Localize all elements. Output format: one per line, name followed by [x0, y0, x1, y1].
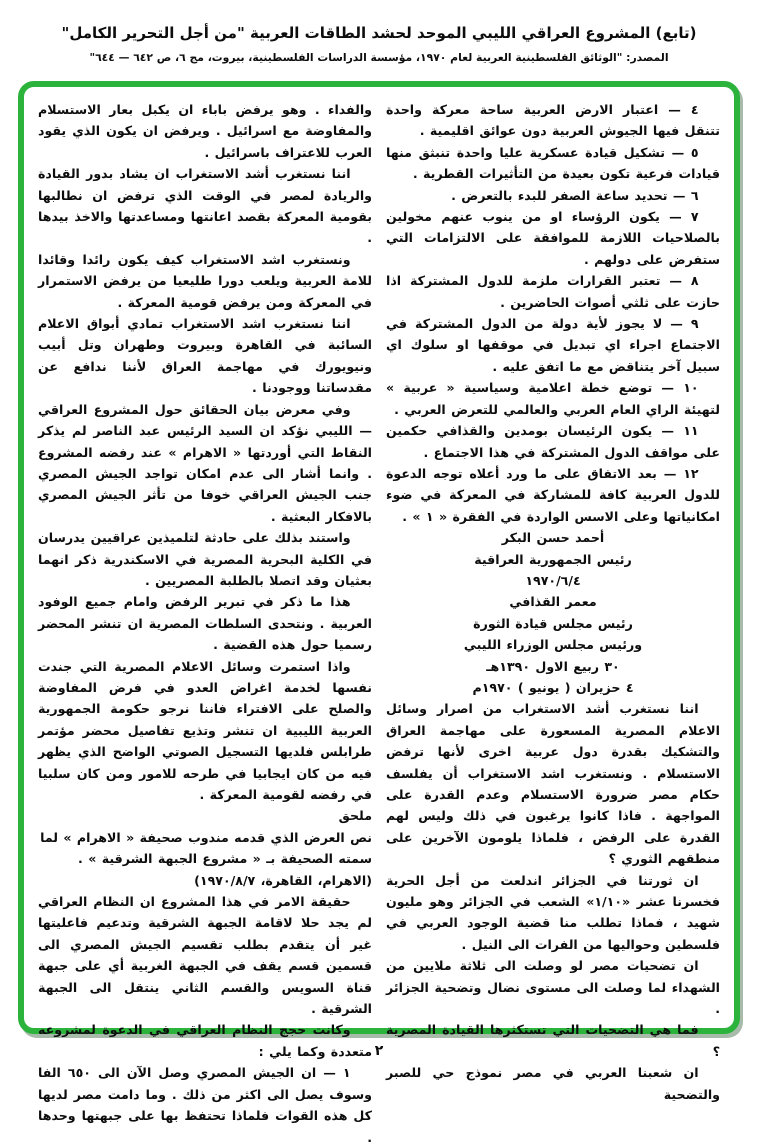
- doc-source: المصدر: "الوثائق الفلسطينية العربية لعام ١٩٧٠، مؤسسة الدراسات الفلسطينية، بيروت، مج ٦، ص ٦٤٢ — ٦٤٤": [89, 51, 669, 64]
- document-frame: [18, 81, 740, 1145]
- paragraph: والفداء . وهو يرفض باباء ان يكبل بعار الاستسلام والمفاوضة مع اسرائيل . ويرفض ان يكون الذي يقود العرب للاعتراف باسرائيل .: [38, 102, 372, 160]
- paragraph: وكانت حجج النظام العراقي في الدعوة لمشروعه متعددة وكما يلي :: [38, 1022, 372, 1059]
- paragraph: ملحق: [338, 808, 372, 824]
- paragraph: أحمد حسن البكر: [501, 530, 605, 546]
- column-right: [386, 99, 720, 1102]
- paragraph: اننا نستغرب أشد الاستغراب من اصرار وسائل الاعلام المصرية المسعورة على مهاجمة العراق والتشكيك بقدرة دول عربية اخرى لأنها ترفض الاستسلام . ونستغرب اشد الاستغراب أن يفلسف حكام مصر ضرورة الاستسلام وعدم القدرة على المواجهة . فاذا كانوا يرغبون في ذلك وليس لهم القدرة على الرفض ، فلماذا يلومون الآخرين على منطقهم الثوري ؟: [386, 701, 720, 867]
- paragraph: ونستغرب اشد الاستغراب كيف يكون رائدا وقائدا للامة العربية ويلعب دورا طليعيا من يرفض الاستمرار في المعركة ومن يرفض قومية المعركة .: [38, 251, 372, 310]
- paragraph: ١١ — يكون الرئيسان بومدين والقذافي حكمين على مواقف الدول المشتركة في هذا الاجتماع .: [386, 423, 720, 460]
- paragraph: (الاهرام، القاهرة، ١٩٧٠/٨/٧): [194, 872, 372, 888]
- paragraph: نص العرض الذي قدمه مندوب صحيفة « الاهرام » لما سمته الصحيفة بـ « مشروع الجبهة الشرقية » .: [40, 829, 372, 867]
- paragraph: واذا استمرت وسائل الاعلام المصرية التي جندت نفسها لخدمة اغراض العدو في فرض المفاوضة والصلح على الافتراء فاننا نرجو حكومة الجمهورية العربية الليبية ان تنشر وتذيع تفاصيل محضر مؤتمر طرابلس فلديها التسجيل الصوتي الواضح الذي يظهر فيه من كان ايجابيا في طرحه للامور ومن كان سلبيا في رفضه لقومية المعركة .: [38, 658, 372, 802]
- paragraph: اننا نستغرب اشد الاستغراب تمادي أبواق الاعلام السائبة في القاهرة وبيروت وطهران وتل أبيب ونيويورك في مهاجمة العراق لأننا ندافع عن مقدساتنا ووجودنا .: [38, 316, 372, 396]
- paragraph: رئيس مجلس قيادة الثورة: [473, 615, 633, 631]
- paragraph: هذا ما ذكر في تبرير الرفض وامام جميع الوفود العربية . ونتحدى السلطات المصرية ان تنشر المحضر رسميا حول هذه القضية .: [38, 594, 372, 653]
- paragraph: اننا نستغرب أشد الاستغراب ان يشاد بدور القيادة والريادة لمصر في الوقت الذي ترفض ان نطالبها بقومية المعركة بقصد اعانتها ومساعدتها والاخذ بيدها .: [38, 166, 372, 246]
- document-header: [0, 0, 758, 64]
- paragraph: ان شعبنا العربي في مصر نموذج حي للصبر والتضحية: [386, 1065, 720, 1102]
- paragraph: ٩ — لا يجوز لأية دولة من الدول المشتركة في الاجتماع اجراء اي تبديل في موقفها او سلوك اي سبيل آخر يتناقض مع ما اتفق عليه .: [386, 316, 720, 374]
- paragraph: ٨ — تعتبر القرارات ملزمة للدول المشتركة اذا حازت على ثلثي أصوات الحاضرين .: [386, 273, 720, 310]
- paragraph: معمر القذافي: [509, 594, 597, 610]
- paragraph: ٤ حزيران ( يونيو ) ١٩٧٠م: [472, 679, 634, 695]
- page-number: ٢: [374, 1043, 384, 1059]
- doc-title: (تابع) المشروع العراقي الليبي الموحد لحشد الطاقات العربية "من أجل التحرير الكامل": [61, 24, 697, 42]
- paragraph: رئيس الجمهورية العراقية: [474, 551, 632, 567]
- column-left: [38, 99, 372, 1145]
- paragraph: ٤ — اعتبار الارض العربية ساحة معركة واحدة تتنقل فيها الجيوش العربية دون عوائق اقليمية .: [386, 102, 720, 139]
- paragraph: حقيقة الامر في هذا المشروع ان النظام العراقي لم يجد حلا لاقامة الجبهة الشرقية وتدعيم فاعليتها غير أن يتقدم بطلب تقسيم الجيش المصري الى قسمين قسم يقف في الجبهة الغربية أي على جبهة قناة السويس والقسم الثاني ينتقل الى الجبهة الشرقية .: [38, 894, 372, 1017]
- paragraph: ١٠ — توضع خطة اعلامية وسياسية « عربية » لتهيئة الراي العام العربي والعالمي للتعرض العربي .: [386, 380, 720, 417]
- paragraph: ١٩٧٠/٦/٤: [525, 572, 581, 588]
- paragraph: ٦ — تحديد ساعة الصفر للبدء بالتعرض .: [451, 187, 699, 203]
- paragraph: ٣٠ ربيع الاول ١٣٩٠هـ: [486, 658, 620, 674]
- paragraph: ١ — ان الجيش المصري وصل الآن الى ٦٥٠ الفا وسوف يصل الى اكثر من ذلك . وما دامت مصر لديها كل هذه القوات فلماذا تحتفظ بها على جبهتها وحدها .: [38, 1065, 372, 1145]
- paragraph: ان ثورتنا في الجزائر اندلعت من أجل الحرية فخسرنا عشر «١/١٠» الشعب في الجزائر وهو مليون شهيد ، فماذا تطلب منا قضية الوجود العربي في فلسطين وحواليها من الفرات الى النيل .: [386, 872, 720, 952]
- paragraph: فما هي التضحيات التي تستكثرها القيادة المصرية ؟: [386, 1022, 720, 1059]
- paragraph: ١٢ — بعد الاتفاق على ما ورد أعلاه توجه الدعوة للدول العربية كافة للمشاركة في المعركة في ضوء امكانياتها وعلى الاسس الواردة في الفقرة « ١ » .: [386, 465, 720, 524]
- paragraph: ورئيس مجلس الوزراء الليبي: [463, 637, 643, 653]
- paragraph: واستند بذلك على حادثة لتلميذين عراقيين يدرسان في الكلية البحرية المصرية في الاسكندرية ذكر انهما بعثيان وقد اتصلا بالطلبة المصريين .: [38, 530, 372, 588]
- paragraph: ان تضحيات مصر لو وصلت الى ثلاثة ملايين من الشهداء لما وصلت الى مستوى نضال وتضحية الجزائر .: [386, 958, 720, 1017]
- paragraph: ٥ — تشكيل قيادة عسكرية عليا واحدة تنبثق منها قيادات فرعية تكون بعيدة من التأثيرات القطرية .: [386, 144, 720, 182]
- paragraph: ٧ — يكون الرؤساء او من ينوب عنهم مخولين بالصلاحيات اللازمة للموافقة على الالتزامات التي ستفرض على دولهم .: [386, 209, 720, 267]
- paragraph: وفي معرض بيان الحقائق حول المشروع العراقي — الليبي نؤكد ان السيد الرئيس عبد الناصر لم يذكر النقاط التي أوردتها « الاهرام » عند رفضه المشروع . وانما أشار الى عدم امكان تواجد الجيش المصري جنب الجيش العراقي خوفا من تأثر الجيش المصري بالافكار البعثية .: [38, 401, 372, 524]
